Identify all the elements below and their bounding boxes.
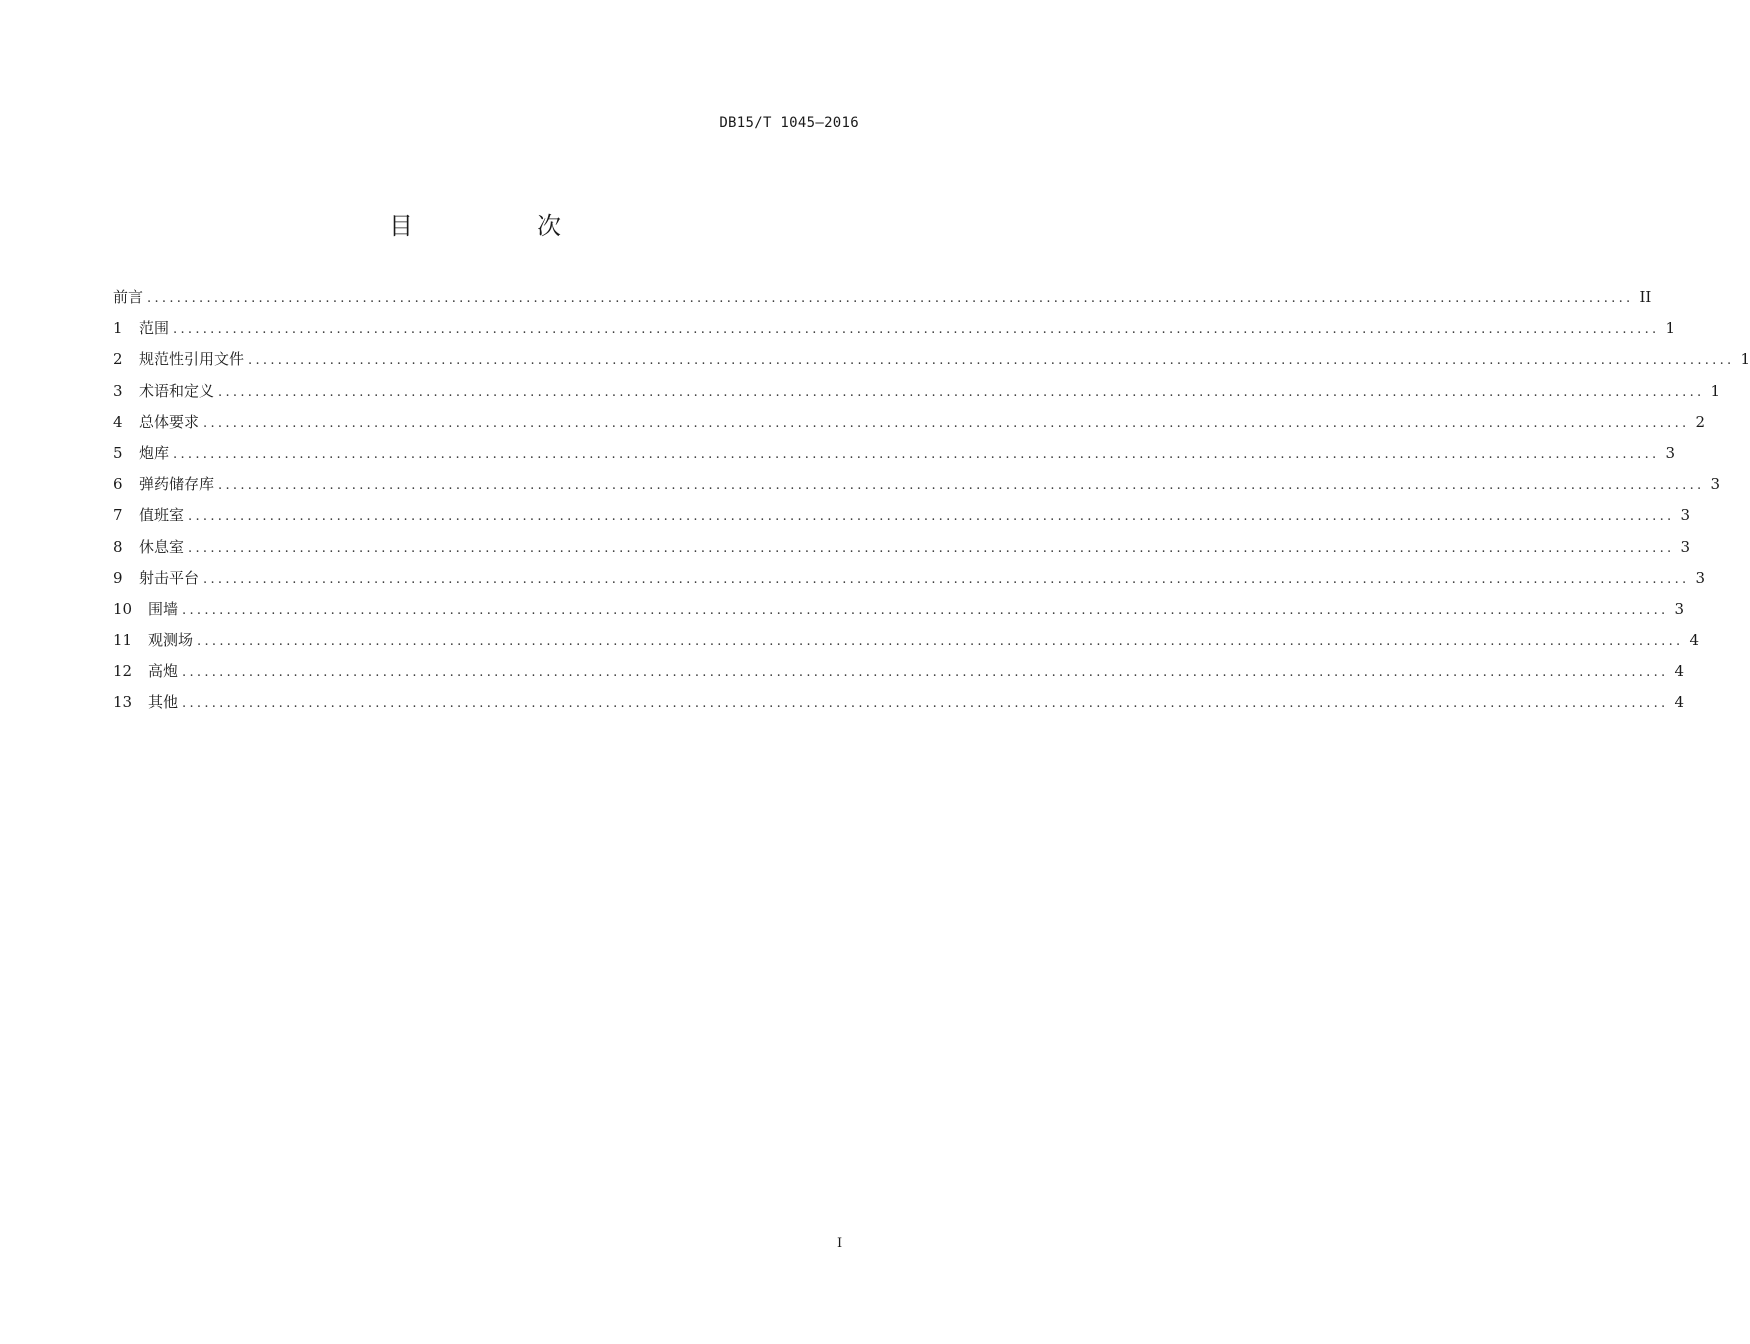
toc-entry-number: 10	[113, 599, 133, 618]
toc-entry-label: 射击平台	[139, 568, 200, 587]
toc-dot-leader: ........................................................................................................................................................................................................	[218, 478, 1705, 494]
toc-dot-leader: ........................................................................................................................................................................................................	[218, 384, 1705, 400]
document-code: DB15/T 1045—2016	[719, 115, 859, 131]
toc-entry-anti-aircraft-gun[interactable]	[113, 660, 1685, 691]
toc-dot-leader: ........................................................................................................................................................................................................	[182, 665, 1669, 681]
toc-entry-label: 休息室	[139, 537, 185, 556]
toc-dot-leader: ........................................................................................................................................................................................................	[188, 540, 1675, 556]
toc-entry-page: 4	[1674, 693, 1685, 712]
toc-entry-page: II	[1639, 288, 1652, 306]
toc-entry-number: 8	[113, 537, 123, 556]
toc-entry-page: 3	[1680, 537, 1691, 556]
toc-entry-page: 3	[1695, 568, 1706, 587]
toc-entry-number: 12	[113, 662, 133, 681]
toc-entry-page: 3	[1710, 475, 1721, 494]
toc-entry-label: 观测场	[148, 631, 194, 650]
toc-entry-number: 13	[113, 693, 133, 712]
toc-dot-leader: ........................................................................................................................................................................................................	[203, 415, 1690, 431]
toc-entry-number: 7	[113, 506, 123, 525]
table-of-contents	[113, 286, 1750, 723]
toc-entry-page: 3	[1674, 599, 1685, 618]
toc-entry-label: 弹药储存库	[139, 475, 215, 494]
toc-entry-scope[interactable]	[113, 317, 1676, 348]
toc-entry-page: 4	[1689, 631, 1700, 650]
toc-entry-number: 3	[113, 381, 123, 400]
toc-entry-normative-references[interactable]	[113, 348, 1750, 379]
toc-dot-leader: ........................................................................................................................................................................................................	[197, 634, 1684, 650]
toc-dot-leader: ........................................................................................................................................................................................................	[248, 353, 1735, 369]
toc-entry-label: 其他	[148, 693, 179, 712]
toc-entry-label: 范围	[139, 319, 170, 338]
toc-dot-leader: ........................................................................................................................................................................................................	[173, 322, 1660, 338]
toc-entry-terms[interactable]	[113, 380, 1721, 411]
toc-entry-others[interactable]	[113, 691, 1685, 722]
toc-dot-leader: ........................................................................................................................................................................................................	[173, 446, 1660, 462]
toc-entry-rest-room[interactable]	[113, 536, 1691, 567]
toc-entry-label: 高炮	[148, 662, 179, 681]
toc-entry-label: 值班室	[139, 506, 185, 525]
toc-dot-leader: ........................................................................................................................................................................................................	[182, 696, 1669, 712]
toc-entry-page: 1	[1665, 319, 1676, 338]
toc-entry-page: 3	[1665, 443, 1676, 462]
toc-entry-observation-field[interactable]	[113, 629, 1700, 660]
toc-entry-gun-storage[interactable]	[113, 442, 1676, 473]
toc-dot-leader: ........................................................................................................................................................................................................	[147, 291, 1634, 306]
toc-entry-duty-room[interactable]	[113, 504, 1691, 535]
toc-entry-number: 1	[113, 319, 123, 338]
toc-entry-foreword[interactable]	[113, 286, 1652, 317]
toc-entry-number: 9	[113, 568, 123, 587]
toc-entry-page: 4	[1674, 662, 1685, 681]
toc-entry-label: 前言	[113, 288, 144, 306]
toc-entry-general-requirements[interactable]	[113, 411, 1706, 442]
toc-dot-leader: ........................................................................................................................................................................................................	[203, 571, 1690, 587]
toc-entry-number: 11	[113, 631, 133, 650]
toc-entry-label: 围墙	[148, 599, 179, 618]
toc-title: 目 次	[389, 212, 611, 240]
toc-entry-label: 规范性引用文件	[139, 350, 245, 369]
toc-entry-number: 2	[113, 350, 123, 369]
toc-dot-leader: ........................................................................................................................................................................................................	[182, 602, 1669, 618]
toc-entry-ammunition-storage[interactable]	[113, 473, 1721, 504]
toc-entry-label: 炮库	[139, 443, 170, 462]
toc-entry-enclosure-wall[interactable]	[113, 598, 1685, 629]
toc-entry-label: 术语和定义	[139, 381, 215, 400]
toc-entry-page: 1	[1740, 350, 1750, 369]
toc-entry-page: 2	[1695, 412, 1706, 431]
toc-entry-label: 总体要求	[139, 412, 200, 431]
toc-entry-number: 5	[113, 443, 123, 462]
toc-entry-firing-platform[interactable]	[113, 567, 1706, 598]
page-number: I	[837, 1236, 843, 1251]
toc-entry-page: 1	[1710, 381, 1721, 400]
toc-entry-page: 3	[1680, 506, 1691, 525]
toc-dot-leader: ........................................................................................................................................................................................................	[188, 509, 1675, 525]
toc-entry-number: 6	[113, 475, 123, 494]
toc-entry-number: 4	[113, 412, 123, 431]
